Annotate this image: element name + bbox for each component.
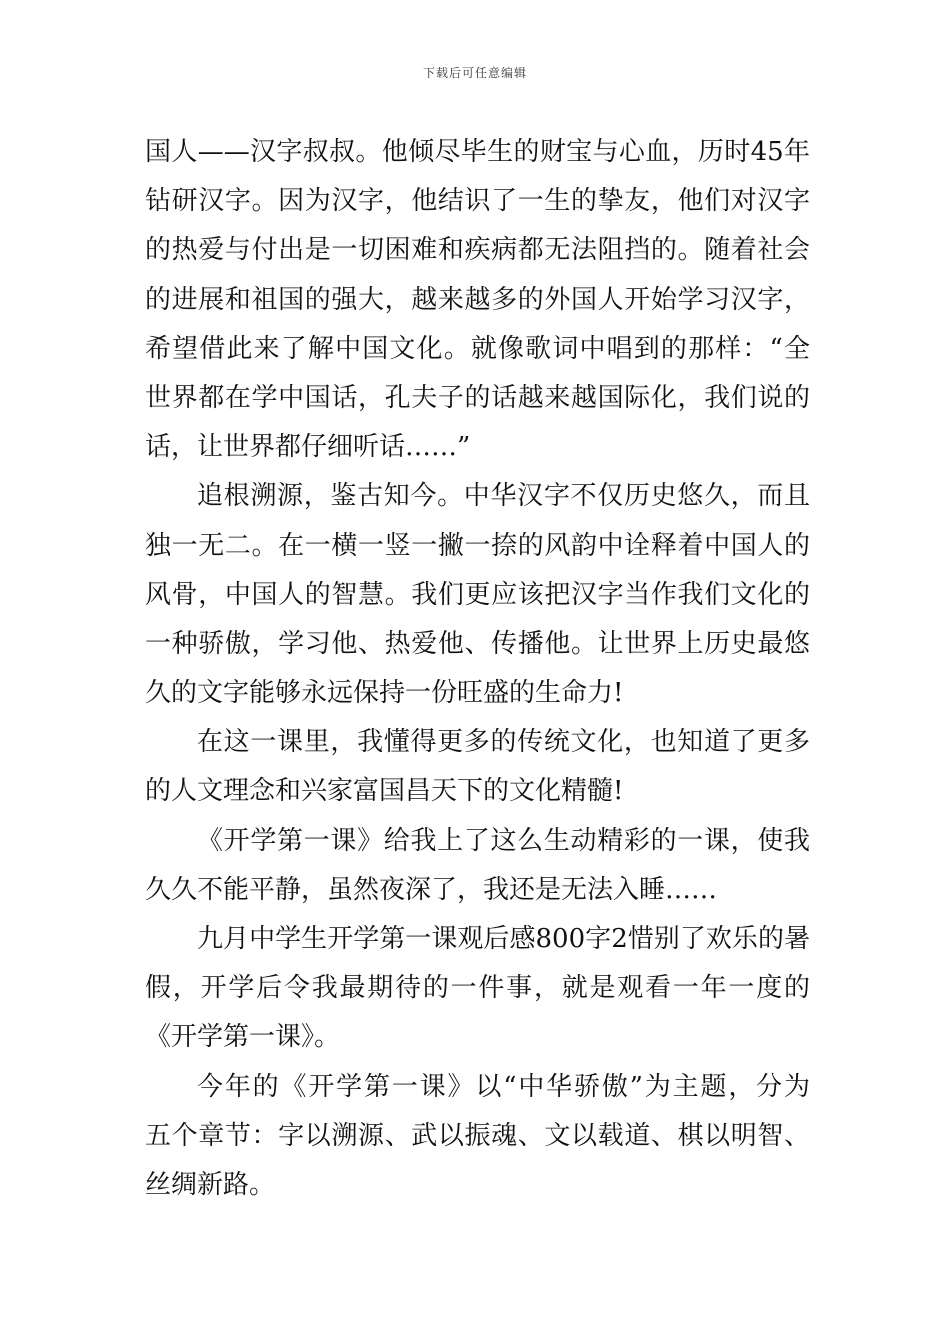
text-line: 假，开学后令我最期待的一件事，就是观看一年一度的 [145, 973, 810, 1004]
text-line: 话，让世界都仔细听话……” [145, 432, 471, 463]
text-line: 独一无二。在一横一竖一撇一捺的风韵中诠释着中国人的 [145, 530, 810, 561]
text-line: 风骨，中国人的智慧。我们更应该把汉字当作我们文化的 [145, 579, 810, 610]
paragraph-first-line: 九月中学生开学第一课观后感800字2惜别了欢乐的暑 [197, 924, 810, 954]
text-line: 丝绸新路。 [145, 1169, 276, 1200]
text-line: 的人文理念和兴家富国昌天下的文化精髓! [145, 776, 624, 807]
paragraph-first-line: 在这一课里，我懂得更多的传统文化，也知道了更多 [197, 727, 810, 758]
document-body [145, 128, 810, 1210]
text-line: 《开学第一课》。 [145, 1022, 341, 1053]
text-line: 国人——汉字叔叔。他倾尽毕生的财宝与心血，历时45年 [145, 137, 810, 167]
text-line: 一种骄傲，学习他、热爱他、传播他。让世界上历史最悠 [145, 628, 810, 659]
text-line: 的热爱与付出是一切困难和疾病都无法阻挡的。随着社会 [145, 235, 810, 266]
text-line: 久久不能平静，虽然夜深了，我还是无法入睡…… [145, 874, 718, 905]
paragraph-first-line: 追根溯源，鉴古知今。中华汉字不仅历史悠久，而且 [197, 481, 810, 512]
text-line: 久的文字能够永远保持一份旺盛的生命力! [145, 678, 624, 709]
paragraph-first-line: 《开学第一课》给我上了这么生动精彩的一课，使我 [197, 825, 810, 856]
text-line: 世界都在学中国话，孔夫子的话越来越国际化，我们说的 [145, 382, 810, 413]
text-line: 钻研汉字。因为汉字，他结识了一生的挚友，他们对汉字 [145, 186, 810, 217]
paragraph-first-line: 今年的《开学第一课》以“中华骄傲”为主题，分为 [197, 1071, 810, 1102]
page-header: 下载后可任意编辑 [422, 66, 527, 80]
text-line: 的进展和祖国的强大，越来越多的外国人开始学习汉字， [145, 284, 810, 315]
text-line: 希望借此来了解中国文化。就像歌词中唱到的那样：“全 [145, 333, 810, 364]
text-line: 五个章节：字以溯源、武以振魂、文以载道、棋以明智、 [145, 1120, 810, 1151]
